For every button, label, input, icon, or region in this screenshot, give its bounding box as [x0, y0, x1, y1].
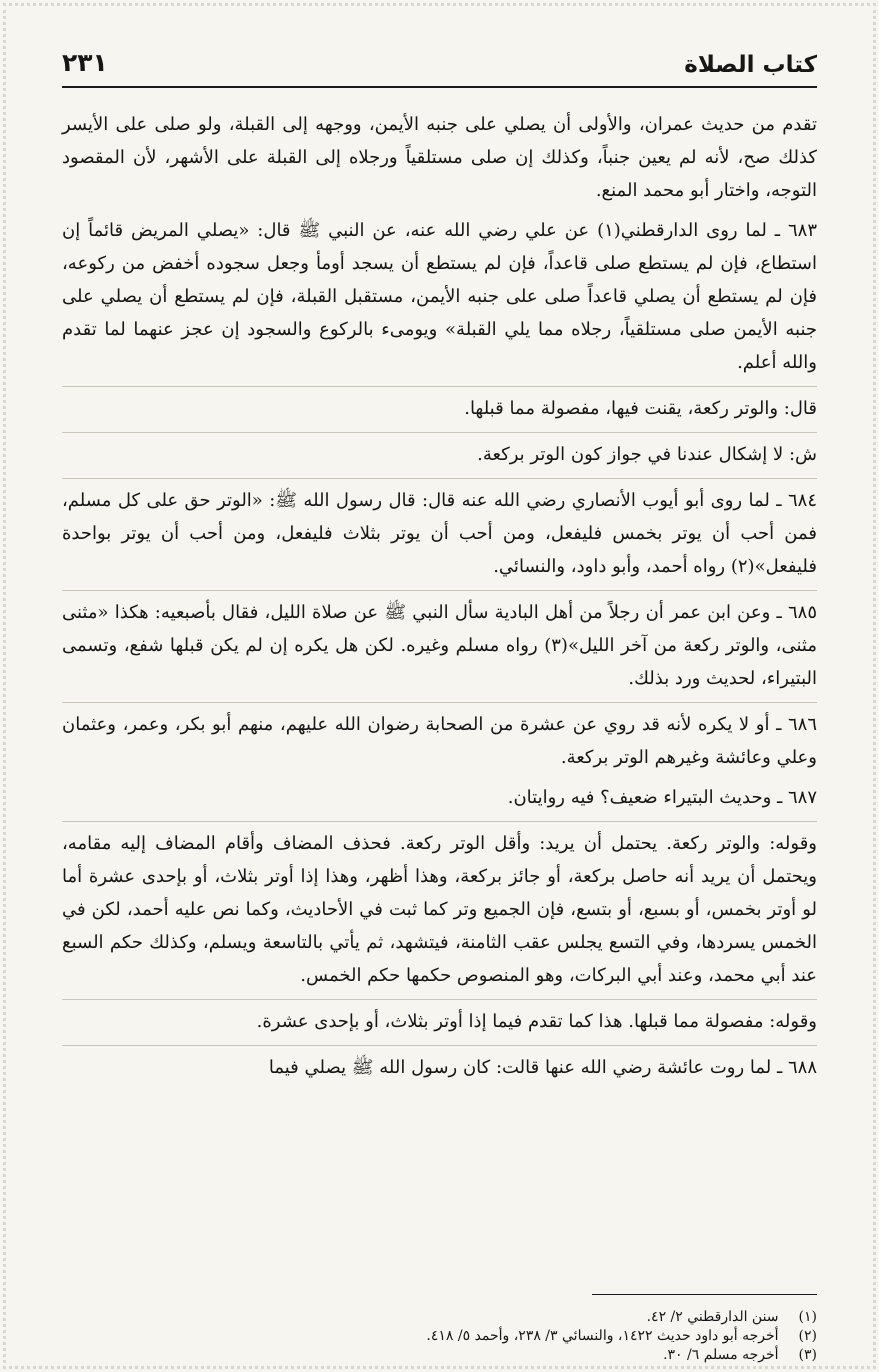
page-header — [62, 42, 817, 88]
footnote-text: سنن الدارقطني ٢/ ٤٢. — [646, 1309, 779, 1325]
hadith-687: ٦٨٧ ـ وحديث البتيراء ضعيف؟ فيه روايتان. — [507, 787, 817, 808]
footnote-rule — [592, 1294, 817, 1295]
hadith-685: ٦٨٥ ـ وعن ابن عمر أن رجلاً من أهل البادية سأل النبي ﷺ عن صلاة الليل، فقال بأصبعيه: هكذا «مثنى مثنى، والوتر ركعة من آخر الليل»(٣) رواه مسلم وغيره. لكن هل يكره إن لم يكن قبلها شفع، وتسمى البتيراء، لحديث ورد بذلك. — [62, 602, 817, 689]
footnote-1 — [62, 1308, 817, 1327]
footnote-number: (٣) — [798, 1347, 817, 1363]
hadith-688: ٦٨٨ ـ لما روت عائشة رضي الله عنها قالت: كان رسول الله ﷺ يصلي فيما — [268, 1057, 817, 1078]
commentary-witr: وقوله: والوتر ركعة. يحتمل أن يريد: وأقل الوتر ركعة. فحذف المضاف وأقام المضاف إليه مقامه، ويحتمل أن يريد أنه حاصل بركعة، أو جائز بركعة، وهذا أظهر، وهذا إذا أوتر بثلاث، أو بإحدى عشرة أما لو أوتر بخمس، أو بسبع، أو بتسع، فإن الجميع وتر كما ثبت في الأحاديث، وكما نص عليه أحمد، لكن في الخمس يسردها، وفي التسع يجلس عقب الثامنة، فيتشهد، ثم يأتي بالتاسعة ويسلم، وكذلك حكم السبع عند أبي محمد، وعند أبي البركات، وهو المنصوص حكمها حكم الخمس. — [62, 833, 817, 986]
paragraph-intro: تقدم من حديث عمران، والأولى أن يصلي على جنبه الأيمن، ووجهه إلى القبلة، ولو صلى على الأيسر كذلك صح، لأنه لم يعين جنباً، وكذلك إن صلى مستلقياً ورجلاه إلى القبلة على الأشهر، لأن المقصود التوجه، واختار أبو محمد المنع. — [62, 114, 817, 201]
footnote-text: أخرجه مسلم ٦/ ٣٠. — [663, 1347, 779, 1363]
paragraph-divider — [62, 386, 817, 387]
paragraph-divider — [62, 999, 817, 1000]
commentary-mafsula: وقوله: مفصولة مما قبلها. هذا كما تقدم فيما إذا أوتر بثلاث، أو بإحدى عشرة. — [256, 1011, 817, 1032]
hadith-683: ٦٨٣ ـ لما روى الدارقطني(١) عن علي رضي الله عنه، عن النبي ﷺ قال: «يصلي المريض قائماً إن استطاع، فإن لم يستطع صلى قاعداً، فإن لم يستطع أن يسجد أومأ وجعل سجوده أخفض من ركوعه، فإن لم يستطع أن يصلي قاعداً صلى على جنبه الأيمن، مستقبل القبلة، فإن لم يستطع أن يصلي على جنبه الأيمن صلى مستلقياً، رجلاه مما يلي القبلة» ويومىء بالركوع والسجود إن عجز عنهما لما تقدم والله أعلم. — [62, 220, 817, 373]
footnote-text: أخرجه أبو داود حديث ١٤٢٢، والنسائي ٣/ ٢٣٨، وأحمد ٥/ ٤١٨. — [426, 1328, 779, 1344]
footnotes — [62, 1308, 817, 1365]
hadith-686: ٦٨٦ ـ أو لا يكره لأنه قد روي عن عشرة من الصحابة رضوان الله عليهم، منهم أبو بكر، وعمر، وعثمان وعلي وعائشة وغيرهم الوتر بركعة. — [62, 714, 817, 768]
footnote-number: (٢) — [798, 1328, 817, 1344]
paragraph-divider — [62, 590, 817, 591]
paragraph-divider — [62, 821, 817, 822]
running-title: كتاب الصلاة — [684, 52, 817, 78]
paragraph-divider — [62, 432, 817, 433]
paragraph-divider — [62, 478, 817, 479]
footnote-2 — [62, 1327, 817, 1346]
hadith-684: ٦٨٤ ـ لما روى أبو أيوب الأنصاري رضي الله عنه قال: قال رسول الله ﷺ: «الوتر حق على كل مسلم، فمن أحب أن يوتر بخمس فليفعل، ومن أحب أن يوتر بثلاث فليفعل، ومن أحب أن يوتر بواحدة فليفعل»(٢) رواه أحمد، وأبو داود، والنسائي. — [62, 490, 817, 577]
paragraph-divider — [62, 1045, 817, 1046]
paragraph-divider — [62, 702, 817, 703]
main-text — [62, 108, 817, 1091]
footnote-3 — [62, 1346, 817, 1365]
matn-witr: قال: والوتر ركعة، يقنت فيها، مفصولة مما قبلها. — [464, 398, 817, 419]
page-number: ٢٣١ — [62, 48, 108, 77]
sharh-witr: ش: لا إشكال عندنا في جواز كون الوتر بركعة. — [477, 444, 817, 465]
footnote-number: (١) — [798, 1309, 817, 1325]
